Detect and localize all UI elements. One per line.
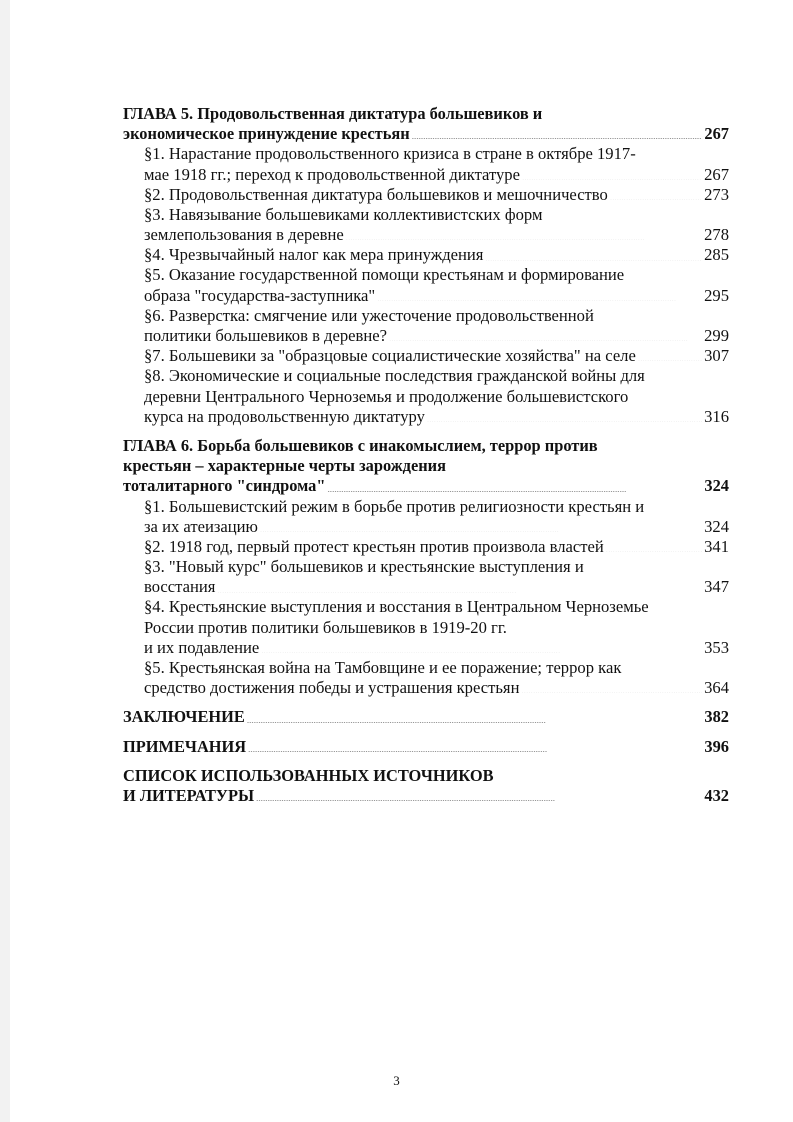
chapter-5-page: 267	[704, 124, 729, 144]
section-title: §4. Чрезвычайный налог как мера принуждения	[144, 245, 484, 265]
section-text-line: §5. Крестьянская война на Тамбовщине и ее поражение; террор как	[144, 658, 622, 678]
leader-dots	[522, 172, 702, 180]
section-title: за их атеизацию	[144, 516, 258, 536]
section-page: 299	[704, 326, 729, 346]
conclusion-title: ЗАКЛЮЧЕНИЕ	[123, 707, 245, 727]
sources-page: 432	[704, 785, 729, 805]
leader-dots	[610, 192, 702, 200]
section-title: восстания	[144, 577, 216, 597]
leader-dots	[389, 333, 702, 341]
leader-dots	[256, 793, 702, 801]
notes-entry[interactable]	[123, 737, 729, 757]
section-title: землепользования в деревне	[144, 225, 344, 245]
notes-page: 396	[704, 736, 729, 756]
page-number: 3	[393, 1073, 400, 1088]
section-page: 307	[704, 346, 729, 366]
notes-title: ПРИМЕЧАНИЯ	[123, 736, 247, 756]
leader-dots	[521, 685, 702, 693]
section-text-line: §8. Экономические и социальные последствия гражданской войны для	[144, 366, 645, 386]
sources-title-line-1: СПИСОК ИСПОЛЬЗОВАННЫХ ИСТОЧНИКОВ	[123, 765, 494, 785]
section-title: и их подавление	[144, 637, 260, 657]
sources-title-line-2: И ЛИТЕРАТУРЫ	[123, 785, 255, 805]
leader-dots	[638, 353, 702, 361]
section-page: 347	[704, 577, 729, 597]
section-text-line: §5. Оказание государственной помощи крестьянам и формирование	[144, 265, 625, 285]
leader-dots	[247, 715, 703, 723]
chapter-6-page: 324	[704, 476, 729, 496]
section-text-line: §1. Большевистский режим в борьбе против религиозности крестьян и	[144, 496, 645, 516]
chapter-5-entry[interactable]	[123, 124, 729, 144]
section-page: 295	[704, 285, 729, 305]
section-entry[interactable]	[123, 638, 729, 658]
leader-dots	[427, 414, 702, 422]
section-page: 353	[704, 637, 729, 657]
chapter-5-title-line-2: экономическое принуждение крестьян	[123, 124, 410, 144]
section-entry[interactable]	[123, 517, 729, 537]
section-page: 278	[704, 225, 729, 245]
section-entry[interactable]	[123, 225, 729, 245]
section-text-line: §3. "Новый курс" большевиков и крестьянские выступления и	[144, 557, 584, 577]
section-entry[interactable]	[123, 286, 729, 306]
conclusion-page: 382	[704, 707, 729, 727]
chapter-6-title-line-2: крестьян – характерные черты зарождения	[123, 456, 446, 476]
section-page: 341	[704, 536, 729, 556]
section-title: образа "государства-заступника"	[144, 285, 376, 305]
chapter-6-title-line-1: ГЛАВА 6. Борьба большевиков с инакомыслием, террор против	[123, 435, 598, 455]
chapter-5-sections	[123, 144, 729, 427]
sources-entry[interactable]	[123, 786, 729, 806]
conclusion-entry[interactable]	[123, 707, 729, 727]
section-entry[interactable]	[123, 185, 729, 205]
section-entry[interactable]	[123, 678, 729, 698]
scan-edge	[0, 0, 10, 1122]
section-entry[interactable]	[123, 346, 729, 366]
section-title: политики большевиков в деревне?	[144, 326, 387, 346]
section-title: §7. Большевики за "образцовые социалистические хозяйства" на селе	[144, 346, 636, 366]
section-text-line: §1. Нарастание продовольственного кризиса в стране в октябре 1917-	[144, 144, 636, 164]
section-title: средство достижения победы и устрашения крестьян	[144, 678, 520, 698]
leader-dots	[377, 293, 702, 301]
section-entry[interactable]	[123, 407, 729, 427]
section-title: курса на продовольственную диктатуру	[144, 406, 425, 426]
section-entry[interactable]	[123, 326, 729, 346]
leader-dots	[412, 131, 703, 139]
section-text-line: §3. Навязывание большевиками коллективистских форм	[144, 204, 543, 224]
section-text-line: §4. Крестьянские выступления и восстания в Центральном Черноземье	[144, 597, 649, 617]
section-title: §2. 1918 год, первый протест крестьян против произвола властей	[144, 536, 604, 556]
section-page: 273	[704, 184, 729, 204]
section-entry[interactable]	[123, 245, 729, 265]
leader-dots	[261, 645, 702, 653]
section-page: 285	[704, 245, 729, 265]
leader-dots	[327, 484, 702, 492]
leader-dots	[260, 524, 702, 532]
chapter-6-title-line-3: тоталитарного "синдрома"	[123, 476, 326, 496]
section-title: §2. Продовольственная диктатура большевиков и мешочничество	[144, 184, 608, 204]
section-entry[interactable]	[123, 577, 729, 597]
section-title: мае 1918 гг.; переход к продовольственной диктатуре	[144, 164, 520, 184]
table-of-contents	[123, 104, 729, 806]
leader-dots	[485, 253, 702, 261]
section-text-line: §6. Разверстка: смягчение или ужесточение продовольственной	[144, 305, 594, 325]
section-text-line: деревни Центрального Черноземья и продолжение большевистского	[144, 386, 629, 406]
section-page: 364	[704, 678, 729, 698]
leader-dots	[346, 232, 702, 240]
section-page: 316	[704, 406, 729, 426]
chapter-6-entry[interactable]	[123, 476, 729, 496]
section-text-line: России против политики большевиков в 1919-20 гг.	[144, 617, 507, 637]
leader-dots	[248, 744, 702, 752]
section-entry[interactable]	[123, 537, 729, 557]
section-page: 324	[704, 516, 729, 536]
section-entry[interactable]	[123, 165, 729, 185]
leader-dots	[606, 544, 702, 552]
chapter-5-title-line-1: ГЛАВА 5. Продовольственная диктатура большевиков и	[123, 103, 543, 123]
section-page: 267	[704, 164, 729, 184]
chapter-6-sections	[123, 497, 729, 699]
leader-dots	[217, 585, 702, 593]
